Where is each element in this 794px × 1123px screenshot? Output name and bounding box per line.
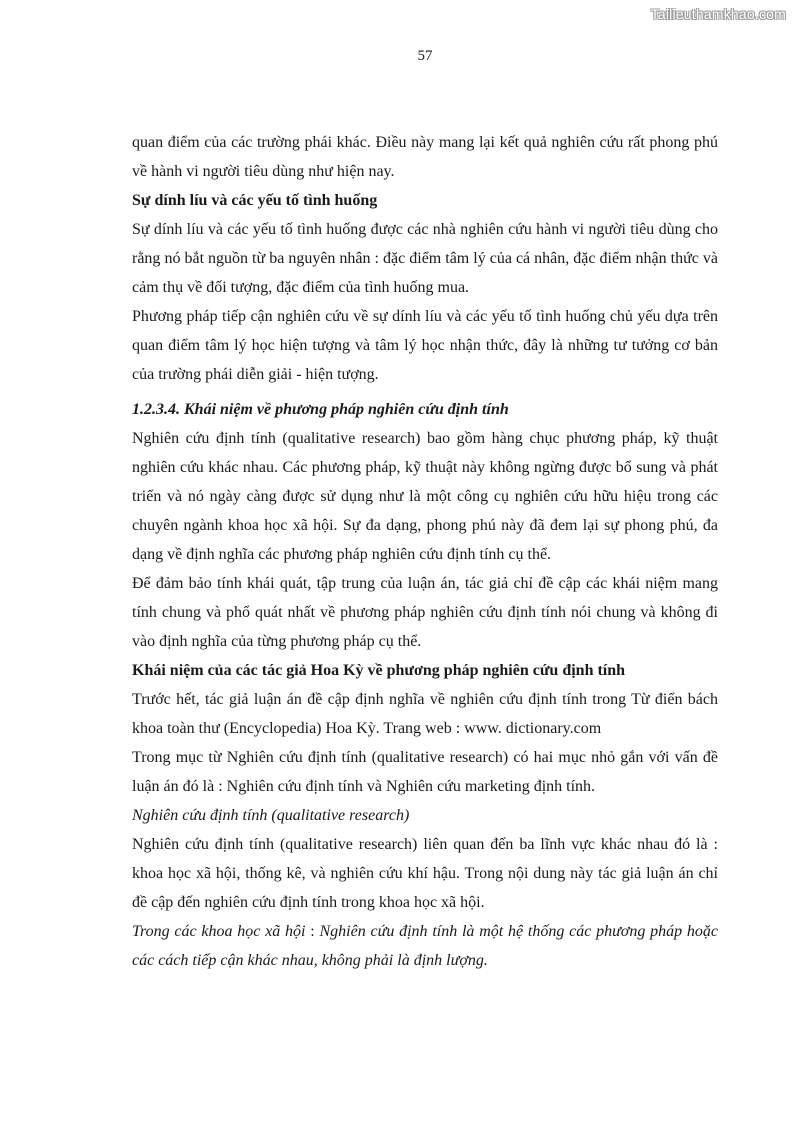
subheading: Sự dính líu và các yếu tố tình huống — [132, 192, 378, 209]
paragraph: Trước hết, tác giả luận án đề cập định nghĩa về nghiên cứu định tính trong Từ điển bách khoa toàn thư (Encyclopedia) Hoa Kỳ. Trang web : www. dictionary.com — [132, 691, 718, 737]
document-body — [132, 128, 718, 975]
subheading: Khái niệm của các tác giả Hoa Kỳ về phương pháp nghiên cứu định tính — [132, 662, 626, 679]
final-paragraph — [132, 917, 718, 975]
paragraph: Phương pháp tiếp cận nghiên cứu về sự dính líu và các yếu tố tình huống chủ yếu dựa trên quan điểm tâm lý học hiện tượng và tâm lý học nhận thức, đây là những tư tưởng cơ bản của trường phái diễn giải - hiện tượng. — [132, 308, 718, 383]
final-paragraph-label: Trong các khoa học xã hội — [132, 923, 306, 940]
section-heading: 1.2.3.4. Khái niệm về phương pháp nghiên cứu định tính — [132, 401, 509, 418]
paragraph: Sự dính líu và các yếu tố tình huống được các nhà nghiên cứu hành vi người tiêu dùng cho rằng nó bắt nguồn từ ba nguyên nhân : đặc điểm tâm lý của cá nhân, đặc điểm nhận thức và cảm thụ về đối tượng, đặc điểm của tình huống mua. — [132, 221, 718, 296]
paragraph: Nghiên cứu định tính (qualitative research) bao gồm hàng chục phương pháp, kỹ thuật nghiên cứu khác nhau. Các phương pháp, kỹ thuật này không ngừng được bổ sung và phát triển và nó ngày càng được sử dụng như là một công cụ nghiên cứu hữu hiệu trong các chuyên ngành khoa học xã hội. Sự đa dạng, phong phú này đã đem lại sự phong phú, đa dạng về định nghĩa các phương pháp nghiên cứu định tính cụ thể. — [132, 430, 718, 563]
paragraph: Nghiên cứu định tính (qualitative research) liên quan đến ba lĩnh vực khác nhau đó là : khoa học xã hội, thống kê, và nghiên cứu khí hậu. Trong nội dung này tác giả luận án chỉ đề cập đến nghiên cứu định tính trong khoa học xã hội. — [132, 836, 718, 911]
final-paragraph-text: Nghiên cứu định tính là một hệ thống các phương pháp hoặc các cách tiếp cận khác nhau, không phải là định lượng. — [132, 923, 718, 969]
paragraph: Để đảm bảo tính khái quát, tập trung của luận án, tác giả chỉ đề cập các khái niệm mang tính chung và phổ quát nhất về phương pháp nghiên cứu định tính nói chung và không đi vào định nghĩa của từng phương pháp cụ thể. — [132, 575, 718, 650]
paragraph: Trong mục từ Nghiên cứu định tính (qualitative research) có hai mục nhỏ gắn với vấn đề luận án đó là : Nghiên cứu định tính và Nghiên cứu marketing định tính. — [132, 749, 718, 795]
italic-subheading: Nghiên cứu định tính (qualitative research) — [132, 807, 410, 824]
paragraph: quan điểm của các trường phái khác. Điều này mang lại kết quả nghiên cứu rất phong phú về hành vi người tiêu dùng như hiện nay. — [132, 134, 718, 180]
page-number: 57 — [417, 48, 433, 64]
watermark-text: Tailieuthamkhao.com — [650, 6, 786, 22]
final-paragraph-separator: : — [305, 923, 320, 940]
